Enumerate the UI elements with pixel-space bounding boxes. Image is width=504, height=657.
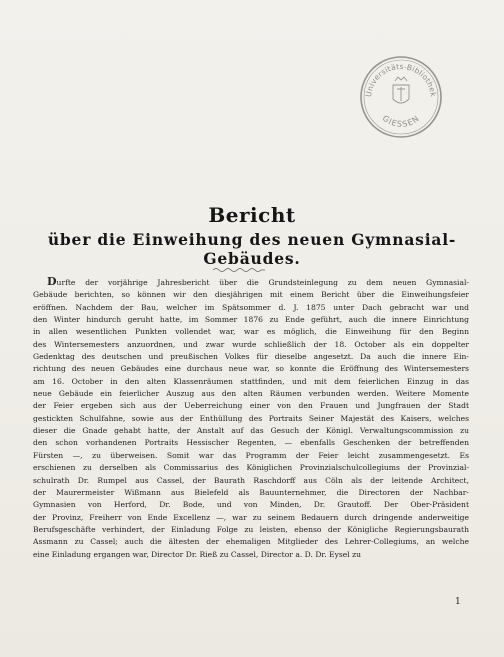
body-line: den schon vorhandenen Portraits Hessischer Regenten, — ebenfalls Geschenken der betreffenden <box>33 438 469 448</box>
body-line: gestickten Schulfahne, sowie aus der Enthüllung des Portraits Seiner Majestät des Kaisers, welches <box>33 413 469 423</box>
body-line: richtung des neuen Gebäudes eine durchaus neue war, so konnte die Eröffnung des Wintersemesters <box>33 364 469 374</box>
library-stamp-seal <box>359 55 443 139</box>
body-line: in allen wesentlichen Punkten vollendet war, war es möglich, die Einweihung für den Beginn <box>33 327 469 337</box>
body-line: dieser die Gnade gehabt hatte, der Anstalt auf das Gesuch der Königl. Verwaltungscommission zu <box>33 426 469 436</box>
body-line: Fürsten —, zu überweisen. Somit war das Programm der Feier leicht zusammengesetzt. Es <box>33 450 469 460</box>
body-line: der Provinz, Freiherr von Ende Excellenz —, war zu seinem Bedauern durch dringende anderweitige <box>33 512 469 522</box>
body-line: des Wintersemesters anzuordnen, und zwar wurde schließlich der 18. October als ein doppelter <box>33 339 469 349</box>
body-line: Gedenktag des deutschen und preußischen Volkes für dieselbe angesetzt. Da auch die innere Ein- <box>33 352 469 362</box>
body-line: eine Einladung ergangen war, Director Dr. Rieß zu Cassel, Director a. D. Dr. Eysel zu <box>33 549 361 559</box>
drop-cap: D <box>47 276 57 288</box>
body-line: Gymnasien von Herford, Dr. Bode, und von Minden, Dr. Grautoff. Der Ober-Präsident <box>33 500 469 510</box>
body-line: erschienen zu derselben als Commissarius des Königlichen Provinzialschulcollegiums der Provinzial- <box>33 463 469 473</box>
body-text <box>33 276 469 561</box>
body-line-1: Durfte der vorjährige Jahresbericht über die Grundsteinlegung zu dem neuen Gymnasial- <box>47 276 469 288</box>
library-stamp <box>359 55 443 139</box>
body-line: Assmann zu Cassel; auch die ältesten der ehemaligen Mitglieder des Lehrer-Collegiums, an welche <box>33 537 469 547</box>
page-title: Bericht <box>208 203 296 227</box>
stamp-text-top: Universitäts-Bibliothek <box>363 61 438 98</box>
body-line: schulrath Dr. Rumpel aus Cassel, der Baurath Raschdorff aus Cöln als der leitende Architect, <box>33 475 469 485</box>
body-line: am 16. October in den alten Klassenräumen stattfinden, und mit dem feierlichen Einzug in das <box>33 376 469 386</box>
body-line: Gebäude berichten, so können wir den diesjährigen mit einem Bericht über die Einweihungsfeier <box>33 290 469 300</box>
page-subtitle: über die Einweihung des neuen Gymnasial-Gebäudes. <box>47 230 457 268</box>
svg-text:GIESSEN <box>381 114 422 129</box>
body-line: den Winter hindurch geruht hatte, im Sommer 1876 zu Ende geführt, auch die innere Einrichtung <box>33 315 469 325</box>
body-line: der Maurermeister Wißmann aus Bielefeld als Bauunternehmer, die Directoren der Nachbar- <box>33 487 469 497</box>
body-line: Berufsgeschäfte verhindert, der Einladung Folge zu leisten, ebenso der Königliche Regierungsbaurath <box>33 524 469 534</box>
title-divider-ornament <box>213 267 265 273</box>
stamp-text-bottom: GIESSEN <box>380 113 422 129</box>
body-line: eröffnen. Nachdem der Bau, welcher im Spätsommer d. J. 1875 unter Dach gebracht war und <box>33 302 469 312</box>
body-line: neue Gebäude ein feierlicher Auszug aus den alten Räumen verbunden werden. Weitere Momente <box>33 389 469 399</box>
body-line: der Feier ergeben sich aus der Ueberreichung einer von den Frauen und Jungfrauen der Stadt <box>33 401 469 411</box>
page-number: 1 <box>455 597 461 607</box>
